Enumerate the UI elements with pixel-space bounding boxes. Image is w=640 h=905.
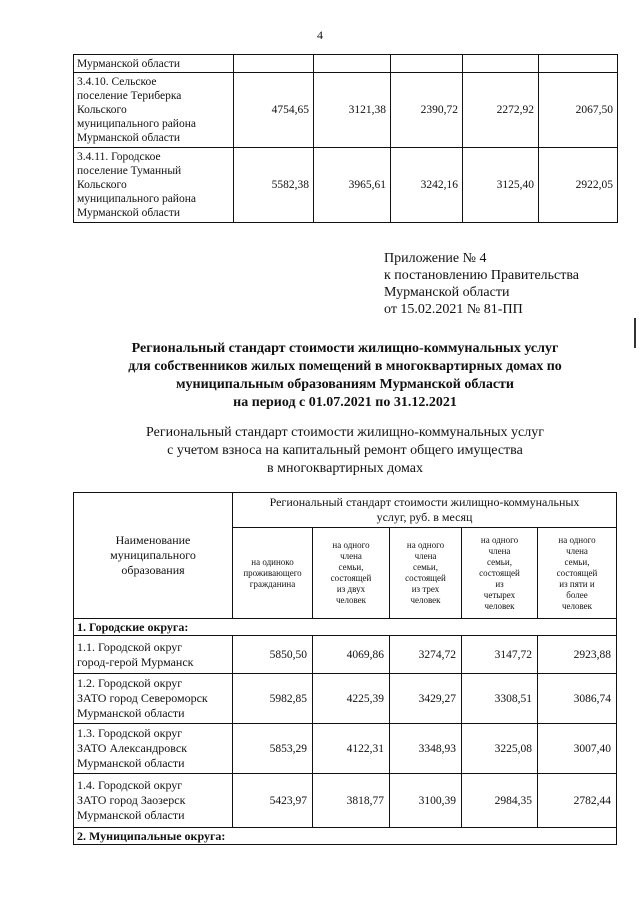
subheader-family-2 (313, 528, 390, 619)
row-name-line: ЗАТО город Североморск (77, 691, 208, 705)
subheader-line: члена (414, 551, 437, 561)
subheader-line: состоящей (556, 567, 598, 578)
continuation-table (73, 54, 618, 223)
subheader-family-4 (462, 528, 538, 619)
value-cell: 3818,77 (313, 774, 390, 828)
row-name-line: город-герой Мурманск (77, 654, 194, 669)
subheader-line: человек (561, 600, 593, 611)
row-name-line: 1.4. Городской округ (77, 778, 183, 792)
table-row (74, 674, 617, 724)
subheader-line: проживающего (243, 567, 302, 578)
continuation-table-body (74, 55, 618, 223)
subheader-line: из двух (336, 584, 366, 594)
standards-table (73, 492, 617, 845)
value-cell: 3125,40 (463, 148, 539, 223)
row-name (74, 55, 234, 73)
value-cell: 3100,39 (390, 774, 462, 828)
header-group (233, 493, 617, 528)
row-name-line: поселение Туманный (77, 165, 182, 177)
row-name-line: поселение Териберка (77, 90, 182, 102)
table-row (74, 636, 617, 674)
value-cell: 2923,88 (538, 636, 617, 674)
row-name-line: ЗАТО город Заозерск (77, 793, 186, 807)
document-title (50, 340, 640, 412)
row-name-line: Мурманской области (77, 57, 181, 70)
section-row (74, 828, 617, 845)
row-name-line: Мурманской области (77, 207, 181, 219)
section-header: 2. Муниципальные округа: (74, 828, 617, 845)
row-name (74, 636, 233, 674)
subheader-line: на одного (480, 534, 519, 545)
table-caption (50, 424, 640, 478)
row-name (74, 724, 233, 774)
caption-line: с учетом взноса на капитальный ремонт общего имущества (167, 443, 523, 458)
title-line: для собственников жилых помещений в многоквартирных домах по (128, 359, 562, 374)
row-name-line: 3.4.11. Городское (77, 151, 161, 163)
table-row (74, 724, 617, 774)
section-header: 1. Городские округа: (74, 619, 617, 636)
title-line: Региональный стандарт стоимости жилищно-коммунальных услуг (131, 341, 559, 356)
value-cell: 4225,39 (313, 674, 390, 724)
value-cell: 3225,08 (462, 724, 538, 774)
header-line: образования (121, 563, 185, 577)
subheader-line: на одного (558, 534, 596, 545)
title-line: муниципальным образованиям Мурманской области (175, 377, 514, 392)
row-name-line: Кольского (77, 179, 127, 191)
row-name (74, 774, 233, 828)
row-name (74, 674, 233, 724)
value-cell: 3308,51 (462, 674, 538, 724)
value-cell: 3147,72 (462, 636, 538, 674)
appendix-line: от 15.02.2021 № 81-ПП (384, 302, 523, 317)
value-cell: 3242,16 (391, 148, 463, 223)
appendix-line: Мурманской области (384, 285, 510, 300)
subheader-line: семьи, (564, 556, 590, 567)
subheader-line: состоящей (479, 567, 520, 578)
table-row (74, 73, 618, 148)
subheader-line: на одного (332, 540, 370, 550)
appendix-reference (384, 250, 579, 318)
subheader-line: семьи, (338, 562, 364, 572)
row-name-line: муниципального района (77, 118, 196, 130)
header-line: Региональный стандарт стоимости жилищно-коммунальных (269, 495, 580, 509)
subheader-line: на одиноко (251, 556, 294, 567)
value-cell: 4754,65 (234, 73, 314, 148)
row-name-line: 1.3. Городской округ (77, 726, 183, 740)
row-name-line: Мурманской области (77, 706, 185, 720)
title-line: на период с 01.07.2021 по 31.12.2021 (233, 395, 457, 410)
row-name-line: Кольского (77, 104, 127, 116)
value-cell (391, 55, 463, 73)
subheader-line: гражданина (249, 578, 296, 589)
value-cell: 3121,38 (314, 73, 391, 148)
value-cell: 3965,61 (314, 148, 391, 223)
value-cell (539, 55, 618, 73)
table-row (74, 774, 617, 828)
header-name-column (74, 493, 233, 619)
table-row (74, 148, 618, 223)
subheader-line: состоящей (405, 573, 446, 583)
caption-line: в многоквартирных домах (267, 461, 423, 476)
value-cell: 2782,44 (538, 774, 617, 828)
subheader-line: состоящей (330, 573, 372, 583)
scan-edge-mark (634, 318, 636, 348)
row-name (74, 73, 234, 148)
header-line: муниципального (110, 548, 196, 562)
value-cell: 3274,72 (390, 636, 462, 674)
value-cell: 2390,72 (391, 73, 463, 148)
page-number: 4 (317, 28, 323, 42)
subheader-line: из пяти и (559, 578, 595, 589)
subheader-line: на одного (406, 540, 445, 550)
value-cell: 2067,50 (539, 73, 618, 148)
value-cell: 5982,85 (233, 674, 313, 724)
subheader-line: члена (566, 545, 588, 556)
subheader-line: члена (340, 551, 362, 561)
row-name-line: 3.4.10. Сельское (77, 76, 157, 88)
value-cell: 5853,29 (233, 724, 313, 774)
row-name-line: 1.2. Городской округ (77, 676, 183, 690)
value-cell (234, 55, 314, 73)
subheader-line: из трех (411, 584, 440, 594)
value-cell: 5423,97 (233, 774, 313, 828)
value-cell (314, 55, 391, 73)
value-cell: 3429,27 (390, 674, 462, 724)
subheader-line: человек (410, 595, 441, 605)
appendix-line: к постановлению Правительства (384, 268, 580, 283)
row-name-line: Мурманской области (77, 756, 185, 770)
row-name-line: Мурманской области (77, 808, 185, 822)
subheader-line: четырех (483, 589, 516, 600)
value-cell: 4069,86 (313, 636, 390, 674)
value-cell: 3007,40 (538, 724, 617, 774)
section-row (74, 619, 617, 636)
caption-line: Региональный стандарт стоимости жилищно-коммунальных услуг (146, 425, 544, 440)
subheader-line: семьи, (413, 562, 438, 572)
value-cell (463, 55, 539, 73)
value-cell: 4122,31 (313, 724, 390, 774)
appendix-line: Приложение № 4 (384, 251, 487, 266)
subheader-single (233, 528, 313, 619)
value-cell: 5582,38 (234, 148, 314, 223)
subheader-line: из (495, 578, 504, 589)
standards-table-body (74, 493, 617, 845)
value-cell: 3086,74 (538, 674, 617, 724)
row-name-line: ЗАТО Александровск (77, 741, 188, 755)
value-cell: 3348,93 (390, 724, 462, 774)
header-line: услуг, руб. в месяц (376, 510, 473, 524)
row-name-line: муниципального района (77, 193, 196, 205)
subheader-line: семьи, (487, 556, 512, 567)
header-row (74, 493, 617, 528)
row-name-line: 1.1. Городской округ (77, 639, 183, 654)
value-cell: 5850,50 (233, 636, 313, 674)
value-cell: 2984,35 (462, 774, 538, 828)
subheader-line: более (566, 589, 588, 600)
table-row (74, 55, 618, 73)
row-name-line: Мурманской области (77, 132, 181, 144)
subheader-line: члена (488, 545, 511, 556)
subheader-line: человек (335, 595, 367, 605)
subheader-family-5plus (538, 528, 617, 619)
subheader-family-3 (390, 528, 462, 619)
row-name (74, 148, 234, 223)
value-cell: 2272,92 (463, 73, 539, 148)
value-cell: 2922,05 (539, 148, 618, 223)
subheader-line: человек (484, 600, 515, 611)
header-line: Наименование (115, 533, 191, 547)
